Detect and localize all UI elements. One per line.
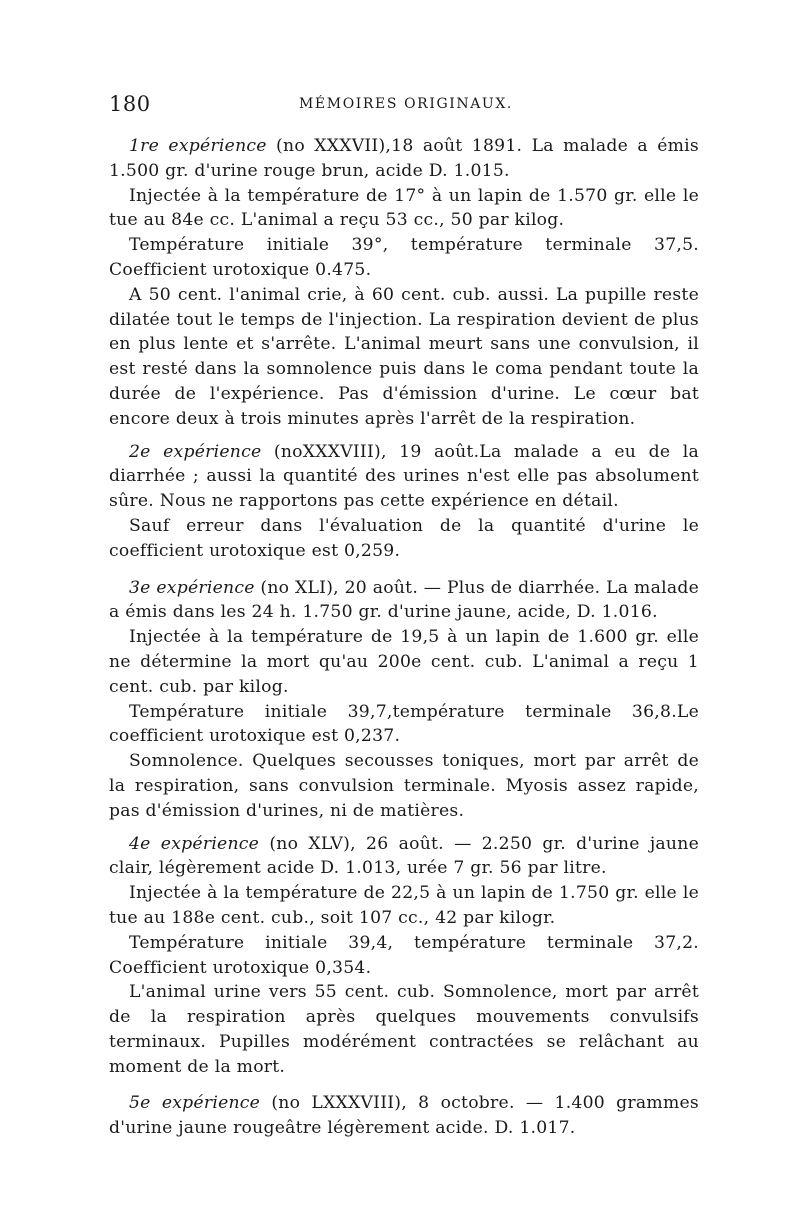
exp4-label: 4e expérience bbox=[129, 833, 260, 854]
exp5-text-1: (no LXXXVIII), 8 octobre. — 1.400 grammes d'urine jaune rougeâtre légèrement acide. D. 1.017. bbox=[109, 1093, 699, 1139]
exp1-paragraph-2: Injectée à la température de 17° à un lapin de 1.570 gr. elle le tue au 84e cc. L'animal a reçu 53 cc., 50 par kilog. bbox=[109, 185, 699, 231]
experiment-3 bbox=[109, 576, 699, 824]
exp5-label: 5e expérience bbox=[129, 1093, 261, 1114]
exp3-paragraph-1 bbox=[109, 576, 699, 626]
exp4-paragraph-1 bbox=[109, 832, 699, 882]
page bbox=[109, 92, 699, 1141]
experiment-5 bbox=[109, 1091, 699, 1141]
exp1-paragraph-3: Température initiale 39°, température terminale 37,5. Coefficient urotoxique 0.475. bbox=[109, 235, 699, 280]
exp3-paragraph-3: Température initiale 39,7,température terminale 36,8.Le coefficient urotoxique est 0,237. bbox=[109, 701, 699, 747]
exp2-label: 2e expérience bbox=[129, 441, 262, 462]
exp3-text-1: (no XLI), 20 août. — Plus de diarrhée. La malade a émis dans les 24 h. 1.750 gr. d'urine jaune, acide, D. 1.016. bbox=[109, 577, 699, 623]
exp1-label: 1re expérience bbox=[129, 136, 267, 156]
exp3-paragraph-4: Somnolence. Quelques secousses toniques, mort par arrêt de la respiration, sans convulsion terminale. Myosis assez rapide, pas d'émission d'urines, ni de matières. bbox=[109, 751, 699, 821]
page-number: 180 bbox=[109, 92, 151, 116]
exp3-paragraph-2: Injectée à la température de 19,5 à un lapin de 1.600 gr. elle ne détermine la mort qu'au 200e cent. cub. L'animal a reçu 1 cent. cub. par kilog. bbox=[109, 627, 699, 697]
exp4-text-1: (no XLV), 26 août. — 2.250 gr. d'urine jaune clair, légèrement acide D. 1.013, urée 7 gr. 56 par litre. bbox=[109, 833, 699, 879]
exp2-paragraph-2: Sauf erreur dans l'évaluation de la quantité d'urine le coefficient urotoxique est 0,259. bbox=[109, 515, 699, 561]
running-head: MÉMOIRES ORIGINAUX. bbox=[299, 96, 513, 112]
exp1-paragraph-4: A 50 cent. l'animal crie, à 60 cent. cub. aussi. La pupille reste dilatée tout le temps de l'injection. La respiration devient de plus en plus lente et s'arrête. L'animal meurt sans une convulsion, il est resté dans la somnolence puis dans le coma pendant toute la durée de l'expérience. Pas d'émission d'urine. Le cœur bat encore deux à trois minutes après l'arrêt de la respiration. bbox=[109, 284, 699, 429]
experiment-4 bbox=[109, 832, 699, 1080]
experiment-1 bbox=[109, 134, 699, 432]
exp2-paragraph-1 bbox=[109, 440, 699, 514]
exp3-label: 3e expérience bbox=[129, 577, 255, 598]
exp4-paragraph-2: Injectée à la température de 22,5 à un lapin de 1.750 gr. elle le tue au 188e cent. cub., soit 107 cc., 42 par kilogr. bbox=[109, 883, 699, 928]
exp1-paragraph-1 bbox=[109, 134, 699, 184]
experiment-2 bbox=[109, 440, 699, 564]
exp2-text-1: (noXXXVIII), 19 août.La malade a eu de la diarrhée ; aussi la quantité des urines n'est elle pas absolument sûre. Nous ne rapportons pas cette expérience en détail. bbox=[109, 441, 699, 512]
exp1-text-1: (no XXXVII),18 août 1891. La malade a émis 1.500 gr. d'urine rouge brun, acide D. 1.015. bbox=[109, 136, 699, 181]
page-header bbox=[109, 92, 699, 120]
exp4-paragraph-4: L'animal urine vers 55 cent. cub. Somnolence, mort par arrêt de la respiration après quelques mouvements convulsifs terminaux. Pupilles modérément contractées se relâchant au moment de la mort. bbox=[109, 982, 699, 1077]
exp5-paragraph-1 bbox=[109, 1091, 699, 1141]
exp4-paragraph-3: Température initiale 39,4, température terminale 37,2. Coefficient urotoxique 0,354. bbox=[109, 932, 699, 978]
